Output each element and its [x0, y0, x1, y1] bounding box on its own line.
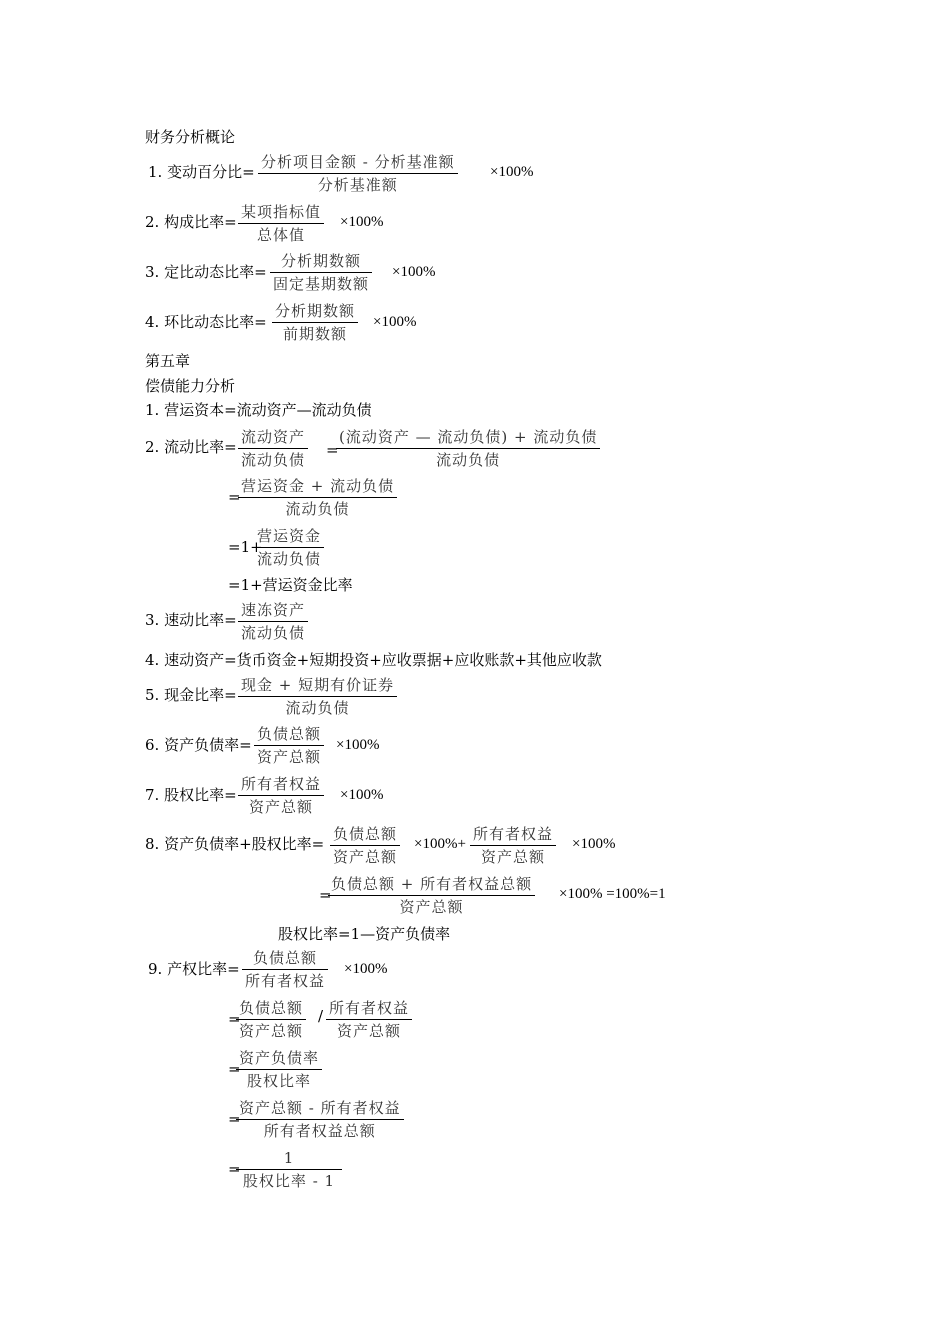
c5-numerator: 现金 + 短期有价证券 [238, 675, 397, 697]
c9-s5-numerator: 1 [236, 1148, 342, 1170]
c6-tail: ×100% [336, 737, 380, 753]
c9-s2-equals: = [228, 1010, 241, 1028]
c2-label: 2. 流动比率= [145, 438, 237, 456]
c2-s4-line: =1+营运资金比率 [228, 576, 353, 594]
f1-numerator: 分析项目金额 - 分析基准额 [258, 152, 458, 174]
f2-tail: ×100% [340, 214, 384, 230]
c9-s4-denominator: 所有者权益总额 [263, 1122, 376, 1140]
c2-fraction-a [238, 427, 308, 470]
c2-s3-prefix: =1+ [228, 538, 263, 556]
f3-numerator: 分析期数额 [270, 251, 372, 273]
section-title: 偿债能力分析 [145, 377, 236, 395]
c2-fraction-b [336, 427, 600, 470]
c8-fraction-b [470, 824, 556, 867]
c8-b-numerator: 所有者权益 [470, 824, 556, 846]
c3-denominator: 流动负债 [241, 624, 306, 642]
c5-fraction [238, 675, 397, 718]
c8-label: 8. 资产负债率+股权比率= [145, 835, 325, 853]
c9-s3-numerator: 资产负债率 [236, 1048, 322, 1070]
c2-equals: = [326, 441, 339, 459]
c5-label: 5. 现金比率= [145, 686, 237, 704]
f3-denominator: 固定基期数额 [273, 275, 370, 293]
c7-tail: ×100% [340, 787, 384, 803]
c3-label: 3. 速动比率= [145, 611, 237, 629]
c9-denominator: 所有者权益 [245, 972, 326, 990]
c2-s2-fraction [238, 476, 397, 519]
c9-s5-fraction [236, 1148, 342, 1191]
c6-fraction [254, 724, 324, 767]
f3-fraction [270, 251, 372, 294]
c8-tail: ×100% [572, 836, 616, 852]
c2-s3-fraction [254, 526, 324, 569]
c6-numerator: 负债总额 [254, 724, 324, 746]
f4-denominator: 前期数额 [283, 325, 348, 343]
c9-s5-equals: = [228, 1160, 241, 1178]
c9-s2-slash: / [318, 1007, 324, 1025]
c8-s2-equals: = [319, 886, 332, 904]
f1-label: 1. 变动百分比= [148, 163, 255, 181]
c8-s2-tail: ×100% =100%=1 [559, 886, 666, 902]
c9-s5-denominator: 股权比率 - 1 [242, 1172, 336, 1190]
c7-label: 7. 股权比率= [145, 786, 237, 804]
c9-numerator: 负债总额 [242, 948, 328, 970]
c6-label: 6. 资产负债率= [145, 736, 252, 754]
c9-s2-fraction-b [326, 998, 412, 1041]
f1-denominator: 分析基准额 [317, 176, 398, 194]
c9-tail: ×100% [344, 961, 388, 977]
c8-s2-fraction [328, 874, 535, 917]
f4-label: 4. 环比动态比率= [145, 313, 267, 331]
c5-denominator: 流动负债 [285, 699, 350, 717]
c8-b-denominator: 资产总额 [481, 848, 546, 866]
f1-fraction [258, 152, 458, 195]
c9-s4-fraction [236, 1098, 404, 1141]
f4-numerator: 分析期数额 [272, 301, 358, 323]
c6-denominator: 资产总额 [257, 748, 322, 766]
c2-a-numerator: 流动资产 [238, 427, 308, 449]
c3-numerator: 速冻资产 [238, 600, 308, 622]
f2-label: 2. 构成比率= [145, 213, 237, 231]
c8-s3-line: 股权比率=1—资产负债率 [278, 925, 451, 943]
c8-s2-numerator: 负债总额 + 所有者权益总额 [328, 874, 535, 896]
c7-fraction [238, 774, 324, 817]
c8-fraction-a [330, 824, 400, 867]
c4-line: 4. 速动资产=货币资金+短期投资+应收票据+应收账款+其他应收款 [145, 651, 602, 669]
c3-fraction [238, 600, 308, 643]
c8-a-denominator: 资产总额 [333, 848, 398, 866]
c2-a-denominator: 流动负债 [241, 451, 306, 469]
c8-s2-denominator: 资产总额 [399, 898, 464, 916]
c9-s3-fraction [236, 1048, 322, 1091]
c9-s2-fraction-a [236, 998, 306, 1041]
c9-s3-equals: = [228, 1060, 241, 1078]
c2-s2-numerator: 营运资金 + 流动负债 [238, 476, 397, 498]
heading-overview: 财务分析概论 [145, 128, 236, 146]
c9-s4-equals: = [228, 1110, 241, 1128]
c9-s2-a-numerator: 负债总额 [236, 998, 306, 1020]
c1-line: 1. 营运资本=流动资产—流动负债 [145, 401, 372, 419]
c2-s3-denominator: 流动负债 [257, 550, 322, 568]
f2-fraction [238, 202, 324, 245]
chapter-title: 第五章 [145, 352, 191, 370]
c9-s3-denominator: 股权比率 [247, 1072, 312, 1090]
f4-tail: ×100% [373, 314, 417, 330]
c9-s4-numerator: 资产总额 - 所有者权益 [236, 1098, 404, 1120]
c8-a-numerator: 负债总额 [330, 824, 400, 846]
c9-label: 9. 产权比率= [148, 960, 240, 978]
c2-s3-numerator: 营运资金 [254, 526, 324, 548]
c9-s2-b-numerator: 所有者权益 [326, 998, 412, 1020]
f1-tail: ×100% [490, 164, 534, 180]
c8-mid: ×100%+ [414, 836, 466, 852]
c2-b-denominator: 流动负债 [436, 451, 501, 469]
c9-s2-a-denominator: 资产总额 [239, 1022, 304, 1040]
f3-tail: ×100% [392, 264, 436, 280]
c2-s2-denominator: 流动负债 [285, 500, 350, 518]
f3-label: 3. 定比动态比率= [145, 263, 267, 281]
c9-fraction [242, 948, 328, 991]
f4-fraction [272, 301, 358, 344]
c2-s2-equals: = [228, 488, 241, 506]
c7-numerator: 所有者权益 [238, 774, 324, 796]
c2-b-numerator: (流动资产 — 流动负债) + 流动负债 [336, 427, 600, 449]
f2-denominator: 总体值 [257, 226, 306, 244]
f2-numerator: 某项指标值 [238, 202, 324, 224]
c7-denominator: 资产总额 [249, 798, 314, 816]
c9-s2-b-denominator: 资产总额 [337, 1022, 402, 1040]
